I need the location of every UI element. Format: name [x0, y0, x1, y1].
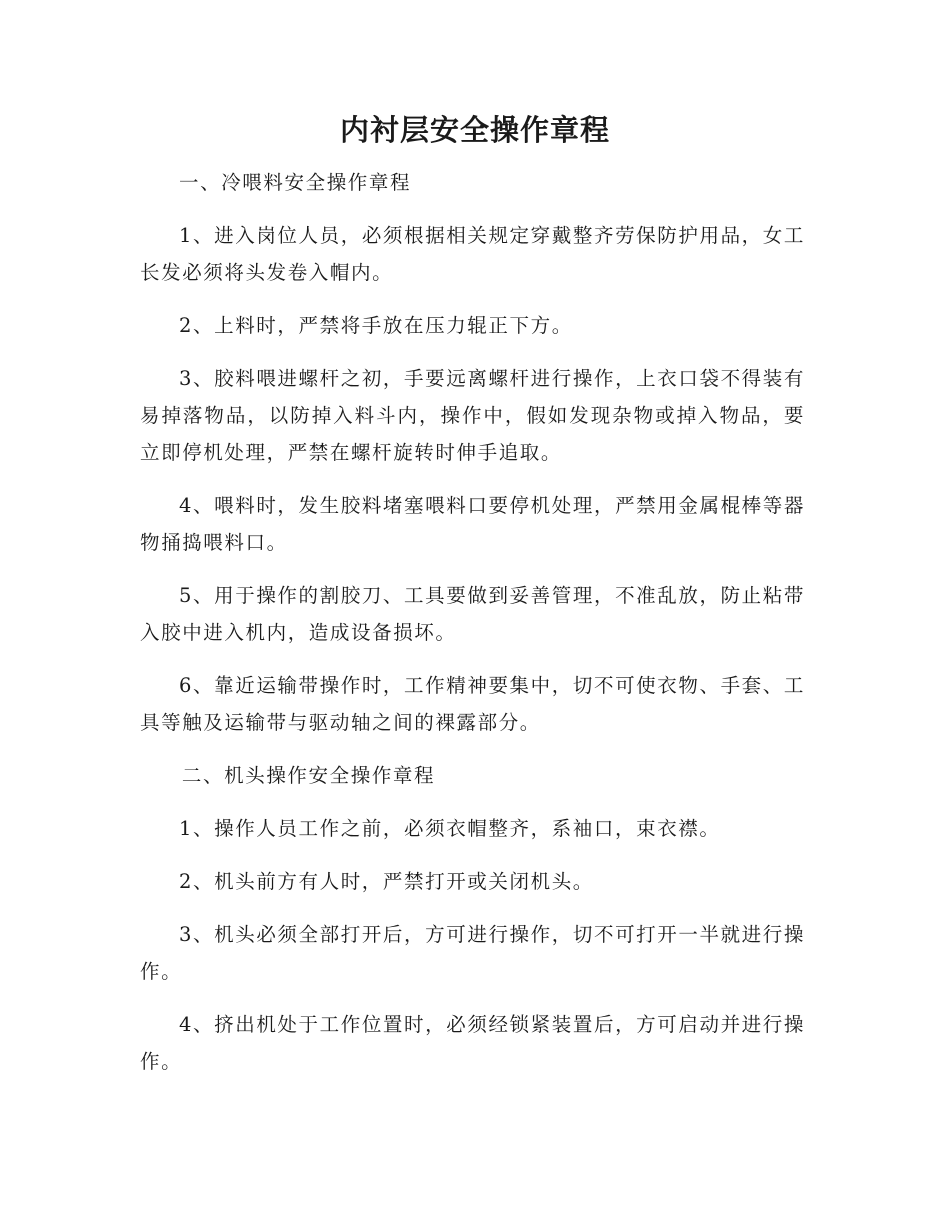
document-body — [140, 164, 805, 1096]
paragraph-item: 3、胶料喂进螺杆之初，手要远离螺杆进行操作，上衣口袋不得装有易掉落物品，以防掉入料斗内，操作中，假如发现杂物或掉入物品，要立即停机处理，严禁在螺杆旋转时伸手追取。 — [140, 367, 805, 464]
paragraph-item: 6、靠近运输带操作时，工作精神要集中，切不可使衣物、手套、工具等触及运输带与驱动轴之间的裸露部分。 — [140, 674, 805, 734]
paragraph-item: 2、上料时，严禁将手放在压力辊正下方。 — [179, 314, 573, 337]
paragraph-item: 3、机头必须全部打开后，方可进行操作，切不可打开一半就进行操作。 — [140, 923, 805, 983]
paragraph-item: 1、进入岗位人员，必须根据相关规定穿戴整齐劳保防护用品，女工长发必须将头发卷入帽内。 — [140, 224, 805, 284]
paragraph-item: 4、喂料时，发生胶料堵塞喂料口要停机处理，严禁用金属棍棒等器物捅捣喂料口。 — [140, 494, 805, 554]
paragraph-item: 2、机头前方有人时，严禁打开或关闭机头。 — [179, 870, 594, 893]
paragraph-item: 5、用于操作的割胶刀、工具要做到妥善管理，不准乱放，防止粘带入胶中进入机内，造成设备损坏。 — [140, 584, 805, 644]
paragraph-item: 1、操作人员工作之前，必须衣帽整齐，系袖口，束衣襟。 — [179, 817, 721, 840]
section-heading-cold-feed: 一、冷喂料安全操作章程 — [179, 171, 412, 194]
paragraph-item: 4、挤出机处于工作位置时，必须经锁紧装置后，方可启动并进行操作。 — [140, 1013, 805, 1073]
document-title: 内衬层安全操作章程 — [339, 113, 610, 147]
section-heading-die-head: 二、机头操作安全操作章程 — [181, 764, 436, 787]
